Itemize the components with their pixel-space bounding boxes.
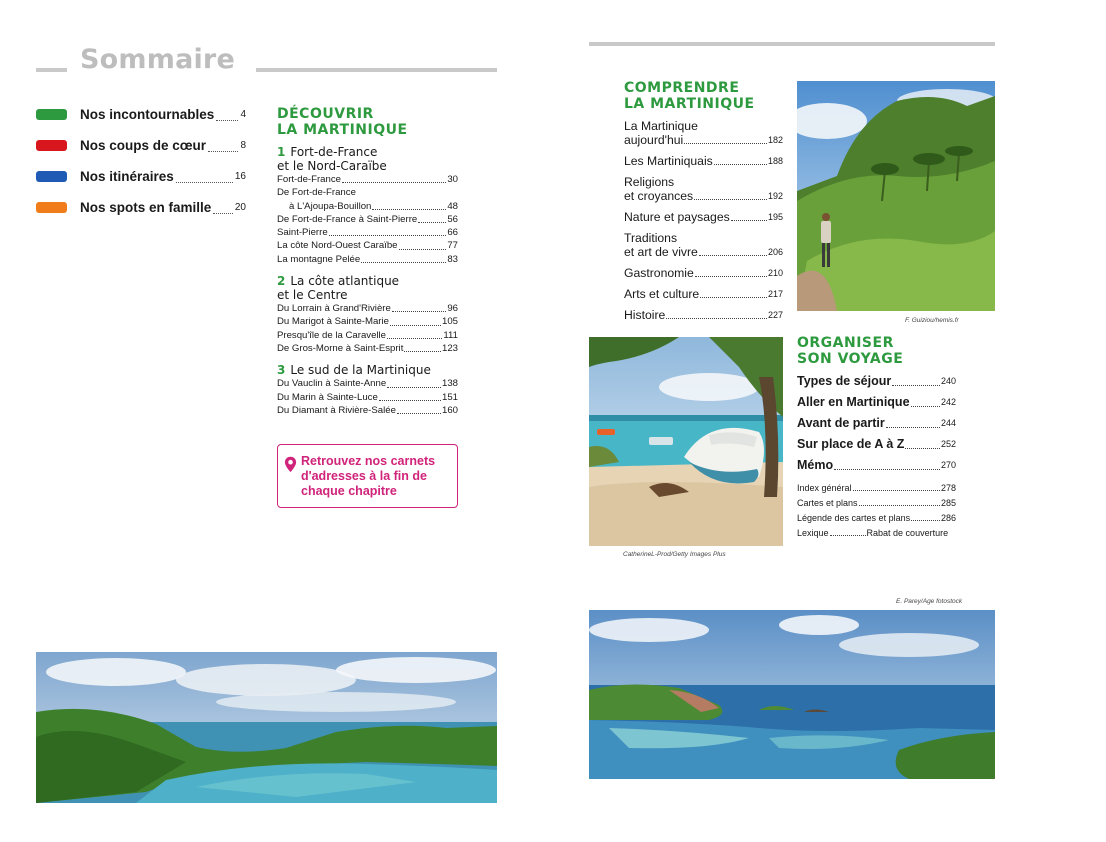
legend-label: Nos itinéraires (80, 168, 174, 184)
red-swatch-icon (36, 140, 67, 151)
toc-entry[interactable] (277, 239, 458, 252)
legend-item-itineraires[interactable] (36, 166, 246, 186)
photo-credit: E. Parey/Age fotostock (896, 598, 963, 605)
entry-label: Sur place de A à Z (797, 437, 905, 451)
hiker-photo (797, 81, 995, 311)
leader-dots (361, 262, 446, 263)
toc-entry[interactable] (624, 119, 783, 147)
legend-label: Nos incontournables (80, 106, 215, 122)
entry-page: 105 (441, 316, 458, 328)
address-callout[interactable] (277, 444, 458, 508)
understand-section (624, 80, 783, 322)
entry-label: Mémo (797, 458, 834, 472)
toc-entry[interactable] (277, 315, 458, 328)
entry-page: 242 (940, 397, 956, 407)
leader-dots (853, 490, 940, 491)
entry-label: De Gros-Morne à Saint-Esprit (277, 342, 404, 354)
photo-credit: CatherineL-Prod/Getty Images Plus (623, 551, 726, 558)
toc-entry[interactable] (277, 173, 458, 186)
entry-label: Index général (797, 483, 852, 493)
toc-entry[interactable] (277, 186, 458, 213)
entry-label: Lexique (797, 528, 829, 538)
leader-dots (342, 182, 446, 183)
callout-line: d'adresses à la fin de (301, 469, 427, 483)
leader-dots (387, 387, 441, 388)
entry-page: 285 (940, 498, 956, 508)
legend (36, 104, 246, 217)
entry-label: Du Marin à Sainte-Luce (277, 391, 378, 403)
entry-page: 244 (940, 418, 956, 428)
legend-page: 16 (234, 170, 246, 182)
leader-dots (694, 199, 767, 200)
toc-entry[interactable] (277, 253, 458, 266)
toc-entry[interactable] (624, 287, 783, 301)
entry-page: 96 (447, 303, 458, 315)
toc-entry[interactable] (277, 213, 458, 226)
location-pin-icon (284, 456, 297, 473)
toc-entry[interactable] (797, 395, 956, 410)
entry-label: Cartes et plans (797, 498, 858, 508)
entry-label: Gastronomie (624, 266, 694, 280)
boat-beach-photo (589, 337, 783, 546)
leader-dots (372, 209, 446, 210)
chapter-title: Fort-de-France (290, 145, 378, 159)
toc-entry[interactable] (797, 497, 956, 509)
toc-entry[interactable] (624, 231, 783, 259)
leader-dots (397, 413, 441, 414)
heading-line: SON VOYAGE (797, 351, 904, 367)
entry-page: 270 (940, 460, 956, 470)
leader-dots (731, 220, 767, 221)
entry-label: Du Lorrain à Grand'Rivière (277, 303, 391, 315)
toc-entry[interactable] (277, 302, 458, 315)
entry-page: 210 (767, 268, 783, 278)
title-rule-right (256, 68, 497, 72)
leader-dots (892, 385, 940, 386)
toc-entry[interactable] (277, 404, 458, 417)
section-heading (624, 80, 783, 112)
legend-label: Nos coups de cœur (80, 137, 207, 153)
toc-entry[interactable] (797, 437, 956, 452)
leader-dots (695, 276, 767, 277)
chapter-heading[interactable] (277, 145, 458, 173)
toc-entry[interactable] (797, 416, 956, 431)
entry-page: 30 (447, 174, 458, 185)
heading-line: ORGANISER (797, 335, 894, 351)
entry-page: 188 (767, 156, 783, 166)
heading-line: LA MARTINIQUE (624, 96, 755, 112)
leader-dots (379, 400, 441, 401)
entry-label: Aller en Martinique (797, 395, 910, 409)
leader-dots (666, 318, 767, 319)
entry-page: 77 (447, 240, 458, 252)
toc-entry[interactable] (797, 458, 956, 473)
toc-entry[interactable] (797, 512, 956, 524)
entry-label: De Fort-de-France (277, 187, 356, 199)
entry-page: 286 (940, 513, 956, 523)
leader-dots (886, 427, 940, 428)
entry-label: La côte Nord-Ouest Caraïbe (277, 240, 398, 252)
entry-label: Fort-de-France (277, 174, 341, 185)
toc-entry[interactable] (277, 391, 458, 404)
entry-label-line2: et art de vivre (624, 245, 698, 259)
entry-label-line2: aujourd'hui (624, 133, 684, 147)
legend-label: Nos spots en famille (80, 199, 212, 215)
bay-landscape-photo-left (36, 652, 497, 803)
callout-line: Retrouvez nos carnets (301, 454, 436, 468)
entry-label: Presqu'île de la Caravelle (277, 329, 387, 341)
orange-swatch-icon (36, 202, 67, 213)
leader-dots (830, 535, 866, 536)
callout-line: chaque chapitre (301, 484, 397, 498)
leader-dots (834, 469, 940, 470)
entry-label: Les Martiniquais (624, 154, 713, 168)
leader-dots (700, 297, 767, 298)
entry-label: Histoire (624, 308, 666, 322)
entry-page: 278 (940, 483, 956, 493)
entry-page: 192 (767, 191, 783, 201)
toc-entry[interactable] (797, 374, 956, 389)
entry-label: Nature et paysages (624, 210, 730, 224)
leader-dots (684, 143, 767, 144)
green-swatch-icon (36, 109, 67, 120)
legend-page: 4 (240, 108, 246, 120)
entry-label: La montagne Pelée (277, 253, 361, 265)
entry-page: 252 (940, 439, 956, 449)
entry-page: 227 (767, 310, 783, 320)
entry-page: 217 (767, 289, 783, 299)
entry-page: Rabat de couverture (866, 528, 949, 538)
leader-dots (859, 505, 940, 506)
chapter-title: La côte atlantique (290, 274, 400, 289)
chapter-title-line2: et le Nord-Caraïbe (277, 159, 387, 173)
chapter-title-line2: et le Centre (277, 288, 348, 303)
chapter-number: 3 (277, 363, 286, 378)
entry-page: 182 (767, 135, 783, 145)
leader-dots (216, 120, 238, 121)
leader-dots (329, 235, 447, 236)
legend-item-spots-famille[interactable] (36, 197, 246, 217)
toc-entry[interactable] (797, 482, 956, 494)
toc-entry[interactable] (277, 226, 458, 239)
page-top-rule (589, 42, 995, 46)
entry-label: Traditions (624, 231, 678, 245)
entry-label-line2: à L'Ajoupa-Bouillon (289, 200, 372, 212)
legend-item-coups-de-coeur[interactable] (36, 135, 246, 155)
heading-line: DÉCOUVRIR (277, 106, 374, 122)
entry-page: 240 (940, 376, 956, 386)
toc-entry[interactable] (277, 377, 458, 390)
leader-dots (392, 311, 447, 312)
entry-page: 48 (447, 200, 458, 212)
entry-label-line2: et croyances (624, 189, 694, 203)
heading-line: LA MARTINIQUE (277, 122, 408, 138)
entry-label: Religions (624, 175, 675, 189)
entry-page: 160 (441, 404, 458, 416)
photo-credit: F. Guiziou/hemis.fr (905, 317, 959, 324)
toc-entry[interactable] (624, 266, 783, 280)
blue-swatch-icon (36, 171, 67, 182)
chapter-title: Le sud de la Martinique (290, 363, 431, 378)
leader-dots (176, 182, 233, 183)
leader-dots (404, 351, 441, 352)
entry-page: 206 (767, 247, 783, 257)
toc-entry[interactable] (277, 342, 458, 355)
leader-dots (418, 222, 446, 223)
entry-label: Légende des cartes et plans (797, 513, 911, 523)
entry-label: Du Marigot à Sainte-Marie (277, 316, 389, 328)
entry-page: 138 (441, 378, 458, 390)
entry-page: 66 (447, 227, 458, 239)
leader-dots (911, 406, 940, 407)
discover-section (277, 106, 458, 417)
chapter-number: 1 (277, 145, 286, 159)
entry-label: Types de séjour (797, 374, 892, 388)
entry-page: 151 (441, 391, 458, 403)
legend-page: 8 (240, 139, 246, 151)
entry-label: De Fort-de-France à Saint-Pierre (277, 213, 418, 225)
leader-dots (714, 164, 767, 165)
legend-item-incontournables[interactable] (36, 104, 246, 124)
leader-dots (699, 255, 767, 256)
entry-label: Avant de partir (797, 416, 885, 430)
organize-section (797, 335, 956, 539)
entry-page: 123 (441, 342, 458, 354)
toc-entry[interactable] (624, 154, 783, 168)
toc-entry[interactable] (797, 527, 956, 539)
entry-page: 83 (447, 253, 458, 265)
legend-page: 20 (234, 201, 246, 213)
leader-dots (213, 213, 233, 214)
leader-dots (911, 520, 940, 521)
toc-entry[interactable] (624, 308, 783, 322)
chapter-number: 2 (277, 274, 286, 289)
leader-dots (208, 151, 238, 152)
chapter-heading[interactable] (277, 274, 458, 302)
entry-label: Du Vauclin à Sainte-Anne (277, 378, 387, 390)
page-title: Sommaire (80, 44, 235, 75)
leader-dots (390, 325, 441, 326)
toc-entry[interactable] (277, 329, 458, 342)
toc-entry[interactable] (624, 175, 783, 203)
title-rule-left (36, 68, 67, 72)
leader-dots (387, 338, 442, 339)
entry-label: Du Diamant à Rivière-Salée (277, 404, 396, 416)
leader-dots (399, 249, 447, 250)
entry-label: Saint-Pierre (277, 227, 328, 239)
entry-label: La Martinique (624, 119, 698, 133)
bay-islets-photo-right (589, 610, 995, 779)
section-heading (277, 106, 458, 138)
callout-text (301, 454, 435, 499)
toc-entry[interactable] (624, 210, 783, 224)
section-heading (797, 335, 956, 367)
entry-label: Arts et culture (624, 287, 700, 301)
chapter-heading[interactable] (277, 363, 458, 377)
entry-page: 195 (767, 212, 783, 222)
entry-page: 56 (447, 213, 458, 225)
leader-dots (905, 448, 940, 449)
heading-line: COMPRENDRE (624, 80, 740, 96)
entry-page: 111 (443, 329, 458, 341)
